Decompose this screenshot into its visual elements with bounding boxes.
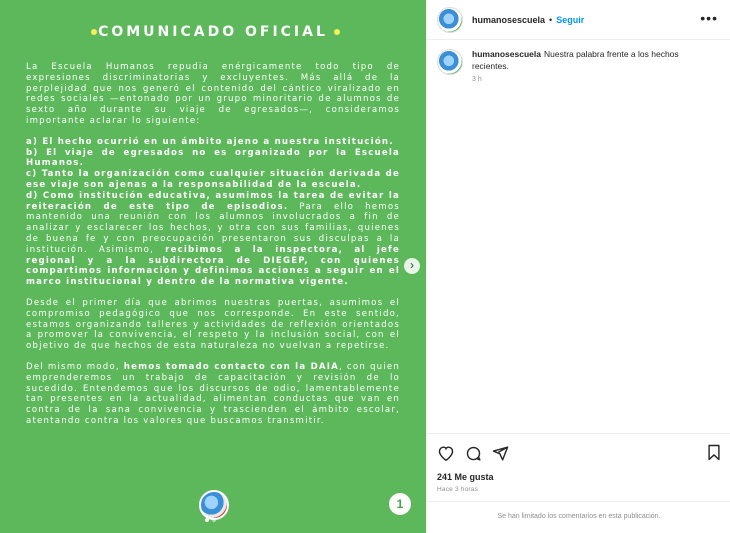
comment-icon[interactable] [465, 445, 482, 462]
avatar[interactable] [437, 7, 463, 33]
next-slide-button[interactable]: › [404, 258, 420, 274]
paragraph-daia [26, 362, 400, 427]
post-timestamp[interactable]: Hace 3 horas [437, 486, 479, 493]
post-header [427, 0, 730, 40]
paragraph-daia-end: , con quien emprenderemos un trabajo de capacitación y revisión de lo sucedido. Entendemos que los discursos de odio, lamentablemente tan presentes en la actualidad, alimentan conductas que van en contra de la sana convivencia y trascienden el ámbito escolar, atentando contra los valores que buscamos transmitir. [26, 361, 400, 426]
caption-time[interactable]: 3 h [472, 76, 482, 83]
paragraph-daia-start: Del mismo modo, [26, 361, 124, 372]
caption [427, 40, 730, 91]
item-d-text: Para ello hemos mantenido una reunión con los alumnos involucrados a fin de analizar y esclarecer los hechos, y otra con sus familias, quienes de buena fe y con preocupación presentaron sus disculpas a la institución. Asimismo, [26, 201, 400, 255]
avatar[interactable] [437, 49, 463, 75]
share-icon[interactable] [492, 445, 509, 462]
page-number-badge: 1 [389, 493, 411, 515]
post-actions [427, 433, 730, 493]
school-logo [199, 490, 229, 520]
comments-limited-notice: Se han limitado los comentarios en esta publicación. [427, 501, 730, 533]
caption-username[interactable]: humanosescuela [472, 49, 541, 59]
bookmark-icon[interactable] [707, 444, 721, 461]
header-username[interactable]: humanosescuela [472, 14, 546, 25]
item-a: a) El hecho ocurrió en un ámbito ajeno a nuestra institución. [26, 136, 394, 147]
item-d-bold2: recibimos a la inspectora, al jefe regional y a la subdirectora de DIEGEP, con quienes compartimos información y definimos acciones a seguir en el marco institucional y dentro de la normativa vigente. [26, 244, 400, 288]
more-options-icon[interactable]: ••• [700, 10, 718, 26]
action-icons [437, 442, 721, 464]
image-body-text [26, 62, 400, 437]
caption-body: Nuestra palabra frente a los hechos recientes. [472, 49, 679, 71]
title-dot-right [334, 29, 340, 35]
header-separator: • [549, 14, 553, 25]
heart-icon[interactable] [437, 445, 455, 461]
carousel-dot [205, 518, 209, 522]
item-d-bold: d) Como institución educativa, asumimos la tarea de evitar la reiteración de este tipo de episodios. [26, 190, 400, 212]
post-sidebar [426, 0, 730, 533]
carousel-indicator [205, 518, 216, 522]
paragraph-commitment: Desde el primer día que abrimos nuestras puertas, asumimos el compromiso pedagógico que nos corresponde. En este sentido, estamos organizando talleres y actividades de reflexión orientados a promover la convivencia, el respeto y la inclusión social, con el objetivo de que hechos de esta naturaleza no vuelvan a repetirse. [26, 297, 400, 352]
paragraph-intro: La Escuela Humanos repudia enérgicamente todo tipo de expresiones discriminatorias y excluyentes. Más allá de la perplejidad que nos generó el contenido del cántico viralizado en redes sociales —entonado por un grupo minoritario de alumnos de sexto año durante su viaje de egresados—, consideramos importante aclarar lo siguiente: [26, 62, 400, 126]
likes-count[interactable]: 241 Me gusta [437, 472, 494, 482]
paragraph-daia-bold: hemos tomado contacto con la DAIA [123, 361, 340, 372]
item-b: b) El viaje de egresados no es organizado por la Escuela Humanos. [26, 147, 400, 169]
caption-content [472, 48, 712, 83]
follow-button[interactable]: Seguir [556, 14, 585, 25]
item-d [26, 191, 400, 288]
image-title: COMUNICADO OFICIAL [98, 24, 328, 40]
item-c: c) Tanto la organización como cualquier situación derivada de ese viaje son ajenas a la responsabilidad de la escuela. [26, 169, 400, 190]
caption-text [472, 48, 712, 72]
carousel-dot [212, 518, 216, 522]
